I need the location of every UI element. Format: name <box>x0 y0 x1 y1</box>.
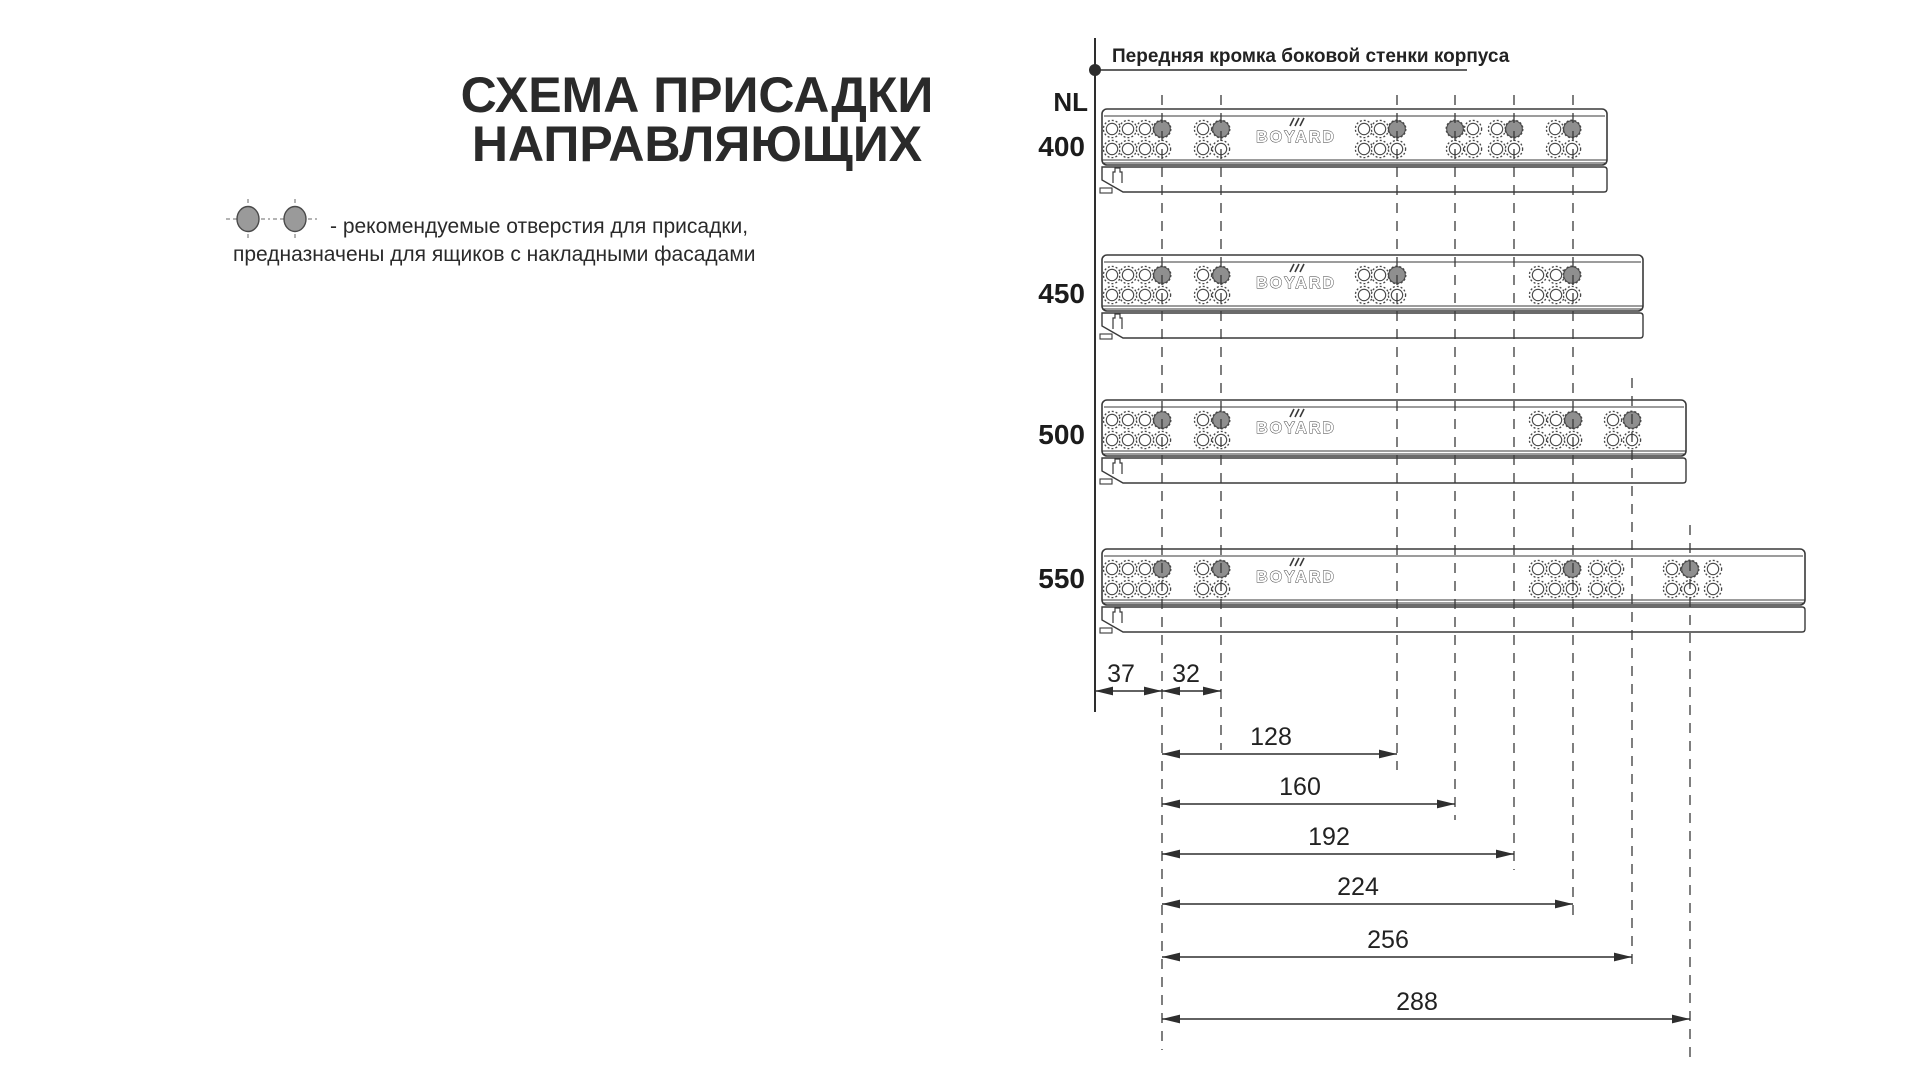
front-edge-label: Передняя кромка боковой стенки корпуса <box>1112 46 1510 67</box>
svg-text:BOYARD: BOYARD <box>1256 569 1336 586</box>
arrowhead-left-icon <box>1162 953 1180 962</box>
recommended-hole-icon <box>273 199 317 239</box>
arrowhead-left-icon <box>1162 900 1180 909</box>
arrowhead-right-icon <box>1437 800 1455 809</box>
arrowhead-right-icon <box>1203 687 1221 696</box>
arrowhead-right-icon <box>1672 1015 1690 1024</box>
svg-text:BOYARD: BOYARD <box>1256 275 1336 292</box>
arrowhead-right-icon <box>1496 850 1514 859</box>
arrowhead-left-icon <box>1162 1015 1180 1024</box>
dimension-lines <box>1095 687 1690 1024</box>
dim-label-128: 128 <box>1250 723 1292 751</box>
dim-label-32: 32 <box>1172 660 1200 688</box>
arrowhead-right-icon <box>1555 900 1573 909</box>
svg-text:BOYARD: BOYARD <box>1256 129 1336 146</box>
rail-nl-400 <box>1100 109 1607 193</box>
rail-label-550: 550 <box>1038 563 1085 594</box>
arrowhead-left-icon <box>1162 800 1180 809</box>
legend <box>226 199 756 266</box>
legend-text-line2: предназначены для ящиков с накладными фасадами <box>233 243 756 266</box>
dim-label-224: 224 <box>1337 873 1379 901</box>
legend-text-line1: - рекомендуемые отверстия для присадки, <box>330 215 749 238</box>
rail-label-400: 400 <box>1038 131 1085 162</box>
rail-nl-450 <box>1100 255 1643 339</box>
arrowhead-right-icon <box>1144 687 1162 696</box>
strip-foot <box>1100 334 1112 339</box>
leader-dot-icon <box>1089 64 1101 76</box>
dim-label-160: 160 <box>1279 773 1321 801</box>
arrowhead-right-icon <box>1379 750 1397 759</box>
recommended-hole <box>1564 561 1581 578</box>
rail-nl-550 <box>1100 549 1805 633</box>
recommended-hole <box>1564 121 1581 138</box>
arrowhead-right-icon <box>1614 953 1632 962</box>
page-title-line1: СХЕМА ПРИСАДКИ <box>460 67 934 123</box>
rail-nl-500 <box>1100 400 1686 484</box>
rails-group <box>1100 109 1805 633</box>
nl-column-label: NL <box>1053 87 1088 117</box>
rail-label-500: 500 <box>1038 419 1085 450</box>
arrowhead-left-icon <box>1162 750 1180 759</box>
dim-label-192: 192 <box>1308 823 1350 851</box>
strip-foot <box>1100 479 1112 484</box>
recommended-hole-icon <box>226 199 270 239</box>
arrowhead-left-icon <box>1162 850 1180 859</box>
svg-text:BOYARD: BOYARD <box>1256 420 1336 437</box>
page-title-line2: НАПРАВЛЯЮЩИХ <box>471 116 923 172</box>
dim-label-256: 256 <box>1367 926 1409 954</box>
dim-label-37: 37 <box>1107 660 1135 688</box>
recommended-hole <box>1564 267 1581 284</box>
strip-foot <box>1100 188 1112 193</box>
rail-label-450: 450 <box>1038 278 1085 309</box>
dim-label-288: 288 <box>1396 988 1438 1016</box>
strip-foot <box>1100 628 1112 633</box>
